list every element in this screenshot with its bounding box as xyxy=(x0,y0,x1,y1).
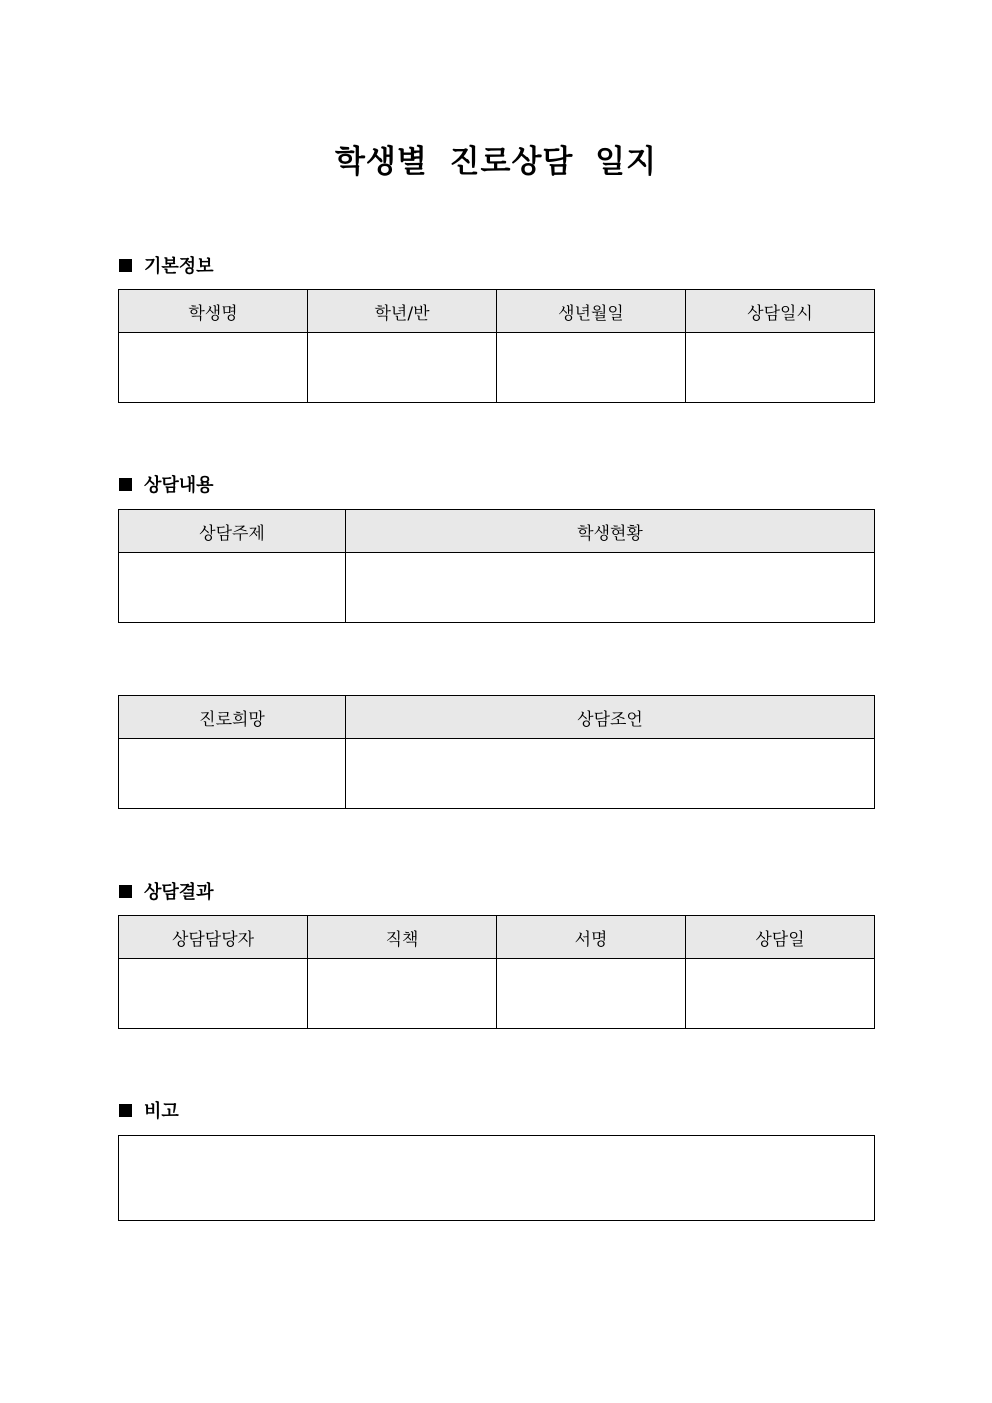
section-heading-label: 비고 xyxy=(144,1101,179,1122)
student-name-cell[interactable] xyxy=(119,333,308,403)
column-header-student-status: 학생현황 xyxy=(346,510,875,553)
counsel-topic-cell[interactable] xyxy=(119,553,346,623)
remarks-table xyxy=(118,1135,875,1221)
section-heading-label: 상담내용 xyxy=(144,475,214,496)
career-hope-cell[interactable] xyxy=(119,739,346,809)
career-hope-table xyxy=(118,695,875,809)
page-title: 학생별 진로상담 일지 xyxy=(334,144,658,180)
counsel-advice-cell[interactable] xyxy=(346,739,875,809)
counsel-result-table xyxy=(118,915,875,1029)
section-heading-counsel-result xyxy=(119,879,214,903)
birth-date-cell[interactable] xyxy=(497,333,686,403)
section-heading-counsel-content xyxy=(119,472,214,496)
square-bullet-icon xyxy=(119,478,132,491)
column-header-counsel-datetime: 상담일시 xyxy=(686,290,875,333)
counsel-datetime-cell[interactable] xyxy=(686,333,875,403)
column-header-career-hope: 진로희망 xyxy=(119,696,346,739)
position-cell[interactable] xyxy=(308,959,497,1029)
section-heading-remarks xyxy=(119,1098,179,1122)
column-header-counsel-topic: 상담주제 xyxy=(119,510,346,553)
table-row xyxy=(119,333,875,403)
table-header-row xyxy=(119,290,875,333)
column-header-grade-class: 학년/반 xyxy=(308,290,497,333)
signature-cell[interactable] xyxy=(497,959,686,1029)
column-header-signature: 서명 xyxy=(497,916,686,959)
table-header-row xyxy=(119,696,875,739)
table-row xyxy=(119,553,875,623)
square-bullet-icon xyxy=(119,259,132,272)
column-header-counsel-advice: 상담조언 xyxy=(346,696,875,739)
grade-class-cell[interactable] xyxy=(308,333,497,403)
student-status-cell[interactable] xyxy=(346,553,875,623)
column-header-birth-date: 생년월일 xyxy=(497,290,686,333)
section-heading-label: 상담결과 xyxy=(144,882,214,903)
section-heading-basic-info xyxy=(119,253,214,277)
table-row xyxy=(119,959,875,1029)
counsel-date-cell[interactable] xyxy=(686,959,875,1029)
table-row xyxy=(119,739,875,809)
basic-info-table xyxy=(118,289,875,403)
column-header-position: 직책 xyxy=(308,916,497,959)
column-header-counselor: 상담담당자 xyxy=(119,916,308,959)
counsel-topic-table xyxy=(118,509,875,623)
column-header-counsel-date: 상담일 xyxy=(686,916,875,959)
square-bullet-icon xyxy=(119,1104,132,1117)
section-heading-label: 기본정보 xyxy=(144,256,214,277)
square-bullet-icon xyxy=(119,885,132,898)
table-header-row xyxy=(119,510,875,553)
counselor-cell[interactable] xyxy=(119,959,308,1029)
table-row xyxy=(119,1136,875,1221)
table-header-row xyxy=(119,916,875,959)
remarks-cell[interactable] xyxy=(119,1136,875,1221)
column-header-student-name: 학생명 xyxy=(119,290,308,333)
